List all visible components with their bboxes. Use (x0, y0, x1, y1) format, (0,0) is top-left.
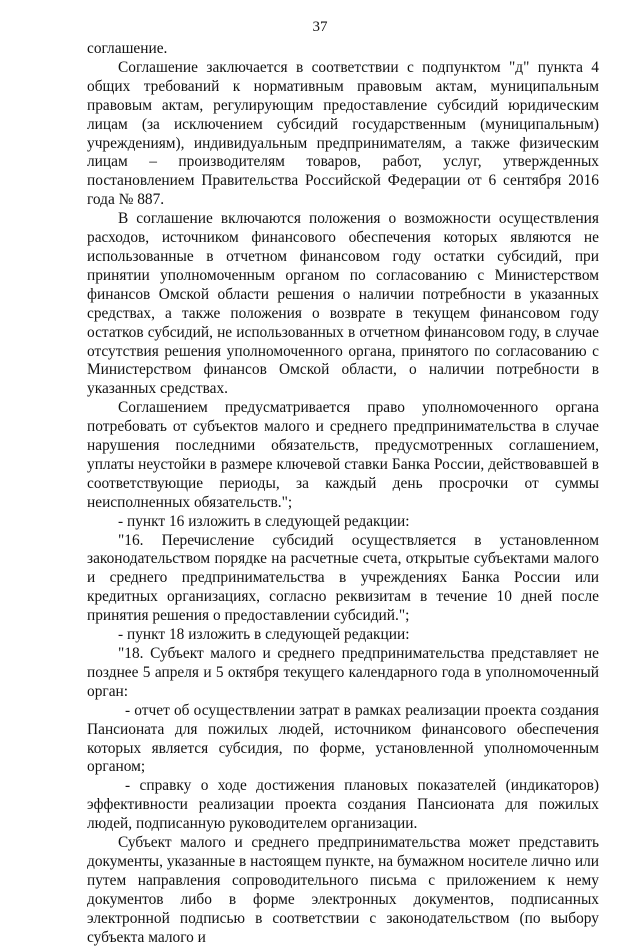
paragraph: Соглашение заключается в соответствии с подпунктом "д" пункта 4 общих требований к нормативным правовым актам, муниципальным правовым актам, регулирующим предоставление субсидий юридическим лицам (за исключением субсидий государственным (муниципальным) учреждениям), индивидуальным предпринимателям, а также физическим лицам – производителям товаров, работ, услуг, утвержденных постановлением Правительства Российской Федерации от 6 сентября 2016 года № 887. (87, 58, 599, 209)
paragraph: "18. Субъект малого и среднего предпринимательства представляет не позднее 5 апреля и 5 октября текущего календарного года в уполномоченный орган: (87, 645, 599, 700)
list-item: - справку о ходе достижения плановых показателей (индикаторов) эффективности реализации проекта создания Пансионата для пожилых людей, подписанную руководителем организации. (87, 777, 599, 833)
paragraph: В соглашение включаются положения о возможности осуществления расходов, источником финансового обеспечения которых являются не использованные в отчетном финансовом году остатки субсидий, при принятии уполномоченным органом по согласованию с Министерством финансов Омской области решения о наличии потребности в указанных средствах, а также положения о возврате в текущем финансовом году остатков субсидий, не использованных в отчетном финансовом году, в случае отсутствия решения уполномоченного органа, принятого по согласованию с Министерством финансов Омской области, о наличии потребности в указанных средствах. (87, 210, 599, 398)
paragraph: соглашение. (87, 40, 168, 57)
paragraph: - пункт 18 изложить в следующей редакции: (118, 626, 410, 644)
list-item: - отчет об осуществлении затрат в рамках реализации проекта создания Пансионата для пожилых людей, источником финансового обеспечения которых является субсидия, по форме, установленной уполномоченным органом; (87, 701, 599, 776)
paragraph: "16. Перечисление субсидий осуществляется в установленном законодательством порядке на расчетные счета, открытые субъектами малого и среднего предпринимательства в учреждениях Банка России или кредитных организациях, согласно реквизитам в течение 10 дней после принятия решения о предоставлении субсидий."; (87, 531, 599, 625)
paragraph: Субъект малого и среднего предпринимательства может представить документы, указанные в настоящем пункте, на бумажном носителе лично или путем направления сопроводительного письма с приложением к нему документов либо в форме электронных документов, подписанных электронной подписью в соответствии с законодательством (по выбору субъекта малого и (87, 834, 599, 946)
page-number: 37 (312, 19, 328, 35)
paragraph: - пункт 16 изложить в следующей редакции: (118, 512, 410, 530)
document-body (87, 40, 599, 948)
paragraph: Соглашением предусматривается право уполномоченного органа потребовать от субъектов малого и среднего предпринимательства в случае нарушения последними обязательств, предусмотренных соглашением, уплаты неустойки в размере ключевой ставки Банка России, действовавшей в соответствующие периоды, за каждый день просрочки от суммы неисполненных обязательств."; (87, 399, 599, 511)
